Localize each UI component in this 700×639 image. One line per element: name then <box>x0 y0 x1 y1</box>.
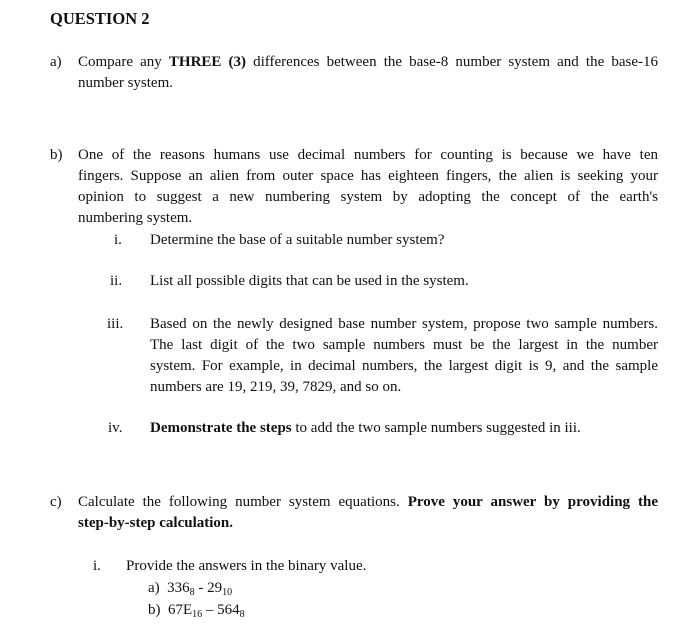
equation-a-base-1: 8 <box>189 587 195 598</box>
question-a-text-end: differences between the base-8 number system and the base-16 number system. <box>78 54 658 91</box>
equation-b-base-1: 16 <box>192 609 203 620</box>
question-b-iii-text <box>150 314 658 398</box>
equation-b-label: b) <box>148 602 161 618</box>
question-c-text <box>78 492 658 534</box>
question-b-iv-text <box>150 418 581 439</box>
equation-a <box>148 578 232 599</box>
question-b-iii-line: numbers are 19, 219, 39, 7829, and so on. <box>150 379 402 395</box>
question-a-text <box>78 52 658 94</box>
question-b-text <box>78 145 658 229</box>
question-b-line: fingers. Suppose an alien from outer space has eighteen fingers, the alien is seeking your <box>78 168 658 184</box>
equation-b <box>148 600 245 621</box>
question-b-line: One of the reasons humans use decimal numbers for counting is because we have ten <box>78 147 658 163</box>
question-b-iv-rest: to add the two sample numbers suggested in iii. <box>291 420 581 436</box>
equation-a-label: a) <box>148 580 160 596</box>
question-c-i-label: i. <box>93 558 101 574</box>
equation-a-number-2: 29 <box>207 580 223 596</box>
equation-b-operator: – <box>202 602 218 618</box>
question-b-iii-line: The last digit of the two sample numbers must be the largest in the number <box>150 337 658 353</box>
equation-a-base-2: 10 <box>222 587 233 598</box>
question-a-text-start: Compare any <box>78 54 169 70</box>
question-b-iii-line: system. For example, in decimal numbers, the largest digit is 9, and the sample <box>150 358 658 374</box>
question-c-line-1 <box>78 492 658 513</box>
question-b-i-label: i. <box>114 232 122 248</box>
question-b-line: opinion to suggest a new numbering system by adopting the concept of the earth's <box>78 189 658 205</box>
question-b-iii-label: iii. <box>107 316 124 332</box>
equation-b-number-2: 564 <box>217 602 240 618</box>
page-title: QUESTION 2 <box>50 9 150 28</box>
equation-b-number-1: 67E <box>168 602 193 618</box>
question-b-ii-label: ii. <box>110 273 123 289</box>
question-c-i-text: Provide the answers in the binary value. <box>126 558 367 574</box>
equation-b-base-2: 8 <box>239 609 245 620</box>
question-b-ii-text: List all possible digits that can be used in the system. <box>150 273 469 289</box>
question-b-label: b) <box>50 147 63 163</box>
question-c-bold-2: step-by-step calculation. <box>78 515 233 531</box>
equation-a-operator: - <box>194 580 208 596</box>
question-b-i-text: Determine the base of a suitable number system? <box>150 232 445 248</box>
question-a-label: a) <box>50 54 62 70</box>
equation-a-number-1: 336 <box>167 580 190 596</box>
question-c-bold: Prove your answer by providing the <box>407 494 658 510</box>
question-c-line-2 <box>78 513 658 534</box>
question-b-line: numbering system. <box>78 210 193 226</box>
question-c-label: c) <box>50 494 62 510</box>
question-a-bold: THREE (3) <box>168 54 247 70</box>
question-b-iii-line: Based on the newly designed base number system, propose two sample numbers. <box>150 316 658 332</box>
question-c-text-start: Calculate the following number system equations. <box>78 494 408 510</box>
question-b-iv-label: iv. <box>108 420 123 436</box>
question-b-iv-bold: Demonstrate the steps <box>150 420 292 436</box>
